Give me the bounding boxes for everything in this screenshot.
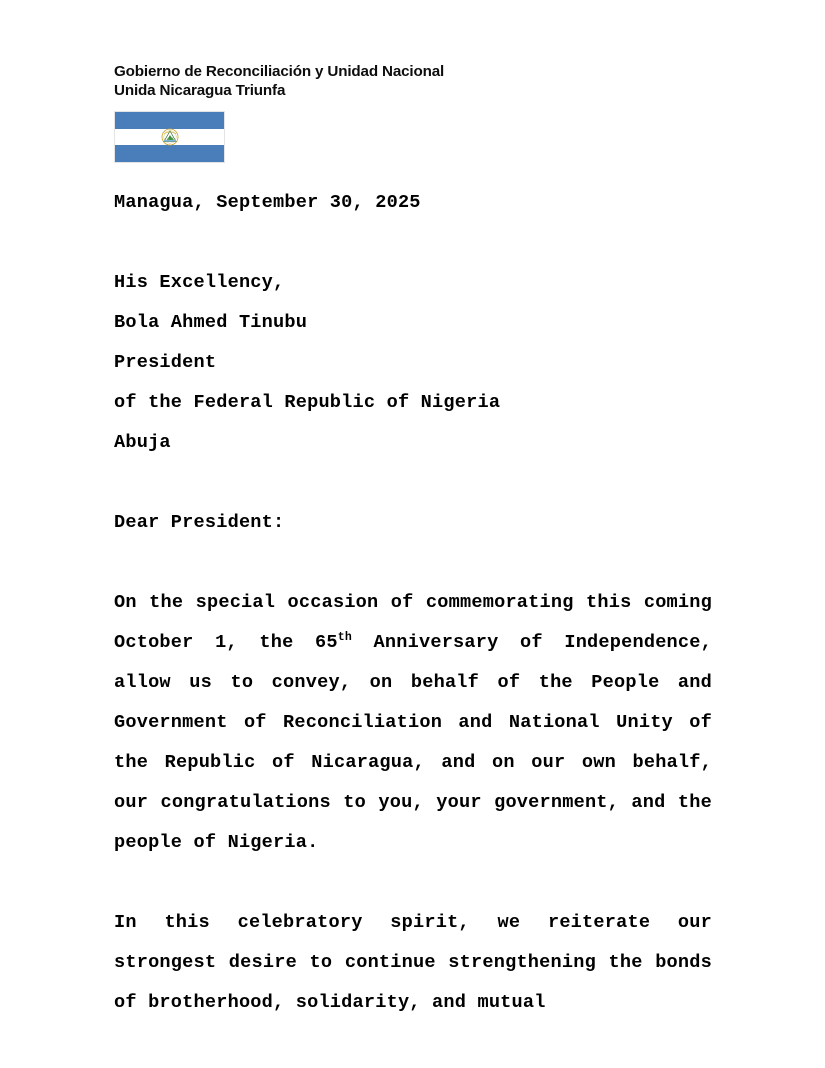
address-line-country: of the Federal Republic of Nigeria — [114, 392, 501, 413]
ordinal-suffix-superscript: th — [337, 630, 352, 644]
address-line-name: Bola Ahmed Tinubu — [114, 312, 308, 333]
body-paragraph-1 — [114, 583, 712, 863]
recipient-address-block — [114, 263, 712, 463]
body-paragraph-2: In this celebratory spirit, we reiterate our strongest desire to continue strengthening the bonds of brotherhood, solidarity, and mutual — [114, 912, 712, 1013]
address-line-city: Abuja — [114, 432, 171, 453]
address-line-salutation-title: His Excellency, — [114, 272, 285, 293]
salutation: Dear President: — [114, 512, 285, 533]
nicaragua-flag-icon — [114, 111, 225, 163]
flag-band-bottom — [115, 145, 224, 162]
address-line-title: President — [114, 352, 217, 373]
paragraph-1-part-2: Anniversary of Independence, allow us to convey, on behalf of the People and Government of Reconciliation and National Unity of the Republic of Nicaragua, and on our own behalf, our congratulations to you, your government, and the people of Nigeria. — [114, 632, 712, 853]
letterhead-line-1: Gobierno de Reconciliación y Unidad Nacional — [114, 63, 445, 80]
nicaragua-coat-of-arms-icon — [160, 128, 180, 146]
paragraph-1-part-1: On the special occasion of commemorating this coming October 1, the 65 — [114, 592, 712, 653]
letterhead — [114, 62, 754, 100]
date-line: Managua, September 30, 2025 — [114, 192, 421, 213]
letterhead-line-2: Unida Nicaragua Triunfa — [114, 82, 286, 99]
flag-band-middle — [115, 129, 224, 146]
letter-body — [114, 183, 712, 1023]
flag-band-top — [115, 112, 224, 129]
